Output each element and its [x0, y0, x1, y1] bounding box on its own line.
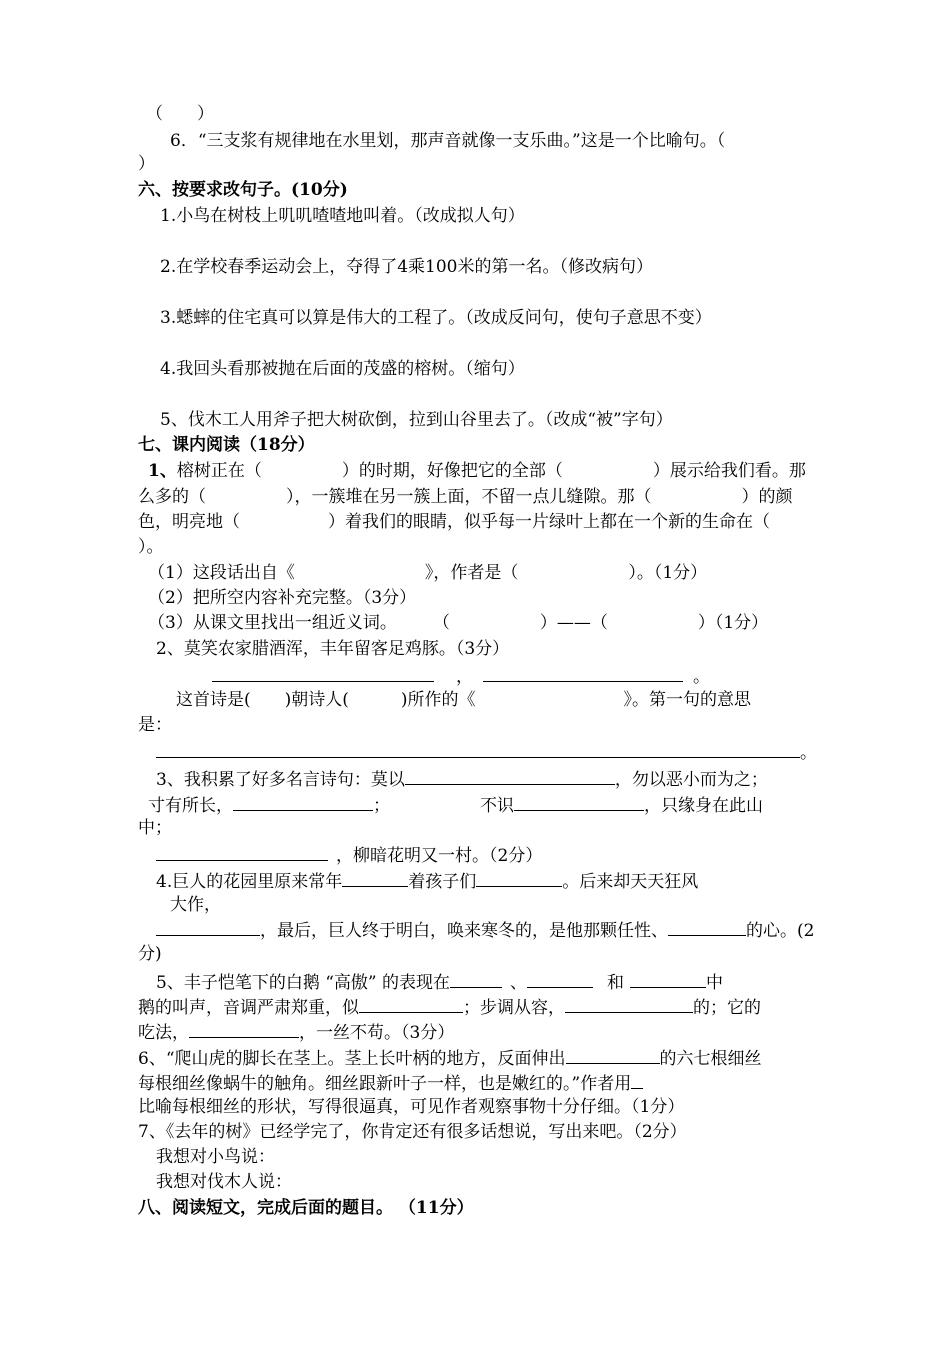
sub-question-3	[148, 612, 768, 634]
passage-num: 1、	[148, 461, 177, 481]
answer-blank[interactable]	[565, 995, 693, 1013]
answer-blank[interactable]	[514, 793, 644, 811]
q6-line-1	[138, 1046, 762, 1070]
q3-line-2	[148, 793, 763, 817]
sec6-item-1: 1.小鸟在树枝上叽叽喳喳地叫着。（改成拟人句）	[160, 206, 525, 226]
q6-close: ）	[138, 154, 155, 174]
q5-line-1	[156, 970, 723, 994]
q6-line-3: 比喻每根细丝的形状，写得很逼真，可见作者观察事物十分仔细。（1分）	[138, 1097, 685, 1117]
q6-text: 6．“三支浆有规律地在水里划，那声音就像一支乐曲。”这是一个比喻句。（	[170, 131, 726, 151]
q5-line-2	[138, 995, 761, 1019]
q3-text: 不识	[480, 796, 514, 816]
punct: ，	[456, 667, 473, 687]
passage-text: ）的颜	[741, 487, 793, 507]
q4-text: 4.巨人的花园里原来常年	[156, 872, 343, 892]
passage-text: ），一簇堆在另一簇上面，不留一点儿缝隙。那（	[286, 487, 652, 507]
answer-blank[interactable]	[476, 869, 562, 887]
section-7-title: 七、课内阅读（18分）	[138, 435, 315, 455]
q2-text: 》。第一句的意思	[623, 690, 752, 710]
passage-text: ）展示给我们看。那	[652, 461, 806, 481]
q5-text: ，一丝不苟。（3分）	[299, 1023, 455, 1043]
q2-poem-line	[176, 689, 751, 711]
q5-text: 吃法，	[138, 1023, 189, 1043]
passage-line-2	[138, 486, 793, 508]
q3-line-3: 中；	[138, 818, 172, 838]
q3-text: 3、我积累了好多名言诗句：莫以	[156, 770, 405, 790]
sec6-item-2: 2.在学校春季运动会上，夺得了4乘100米的第一名。（修改病句）	[160, 257, 653, 277]
q5-text: 鹅的叫声，音调严肃郑重，似	[138, 998, 359, 1018]
q3-line-4	[156, 843, 542, 867]
q3-text: ；	[373, 796, 390, 816]
passage-text: 榕树正在（	[176, 461, 262, 481]
sub-text: ）——（	[539, 613, 608, 633]
sub-text: （1）这段话出自《	[148, 563, 295, 583]
q5-line-3	[138, 1020, 454, 1044]
answer-blank[interactable]	[631, 1071, 643, 1089]
answer-blank[interactable]	[668, 918, 746, 936]
q2-blanks	[212, 664, 710, 688]
q2-text: 这首诗是(	[176, 690, 251, 710]
answer-blank[interactable]	[359, 995, 463, 1013]
sub-question-2: （2）把所空内容补充完整。（3分）	[148, 588, 417, 608]
q3-text: 寸有所长，	[148, 796, 233, 816]
q2-text: )所作的《	[400, 690, 476, 710]
answer-blank[interactable]	[233, 793, 373, 811]
q2-text: )朝诗人(	[284, 690, 349, 710]
q4-text: 。后来却天天狂风	[562, 872, 699, 892]
sec6-item-3: 3.蟋蟀的住宅真可以算是伟大的工程了。（改成反问句，使句子意思不变）	[160, 308, 712, 328]
answer-blank[interactable]	[156, 843, 328, 861]
sub-question-1	[148, 562, 707, 584]
q7-bird: 我想对小鸟说：	[156, 1147, 275, 1167]
answer-blank[interactable]	[212, 664, 434, 682]
q2-is: 是：	[138, 715, 172, 735]
sec6-item-5: 5、伐木工人用斧子把大树砍倒，拉到山谷里去了。（改成“被”字句）	[160, 410, 673, 430]
q4-line-1	[156, 869, 698, 893]
q5-text: 中	[706, 973, 724, 993]
section-6-title: 六、按要求改句子。(10分)	[138, 180, 348, 200]
answer-blank[interactable]	[566, 1046, 660, 1064]
q5-text: 、	[510, 973, 528, 993]
passage-text: ）的时期，好像把它的全部（	[341, 461, 563, 481]
q3-line-1	[156, 767, 768, 791]
section-8-title: 八、阅读短文，完成后面的题目。 （11分）	[138, 1198, 474, 1218]
q4-text: ，最后，巨人终于明白，唤来寒冬的，是他那颗任性、	[260, 921, 668, 941]
punct: 。	[800, 743, 817, 763]
q2-heading: 2、莫笑农家腊酒浑，丰年留客足鸡豚。（3分）	[156, 639, 510, 659]
q7-line: 7、《去年的树》已经学完了，你肯定还有很多话想说，写出来吧。（2分）	[138, 1122, 687, 1142]
answer-blank[interactable]	[483, 664, 683, 682]
sub-text: ）（1分）	[697, 613, 769, 633]
answer-blank[interactable]	[527, 970, 593, 988]
sub-text: ）。（1分）	[628, 563, 708, 583]
q3-text: ，勿以恶小而为之；	[614, 770, 768, 790]
q3-text: ，柳暗花明又一村。（2分）	[336, 846, 543, 866]
q5-text: 和	[607, 973, 625, 993]
passage-line-1	[148, 460, 806, 482]
answer-blank[interactable]	[405, 767, 615, 785]
q4-line-3	[156, 918, 814, 942]
q5-text: 5、丰子恺笔下的白鹅 “高傲” 的表现在	[156, 973, 451, 993]
sub-text: 》，作者是（	[424, 563, 519, 583]
answer-blank[interactable]	[156, 918, 260, 936]
q5-text: ；步调从容，	[463, 998, 565, 1018]
q4-text: 着孩子们	[408, 872, 477, 892]
q6-text: 的六七根细丝	[659, 1049, 762, 1069]
answer-blank[interactable]	[450, 970, 502, 988]
q4-text: 的心。(2	[746, 921, 815, 941]
passage-line-3	[138, 511, 770, 533]
sub-text: （	[432, 613, 450, 633]
q6-text: 每根细丝像蜗牛的触角。细丝跟新叶子一样，也是嫩红的。”作者用	[138, 1074, 632, 1094]
q4-line-4: 分)	[138, 944, 162, 964]
q3-text: ，只缘身在此山	[644, 796, 763, 816]
q5-text: 的；它的	[693, 998, 761, 1018]
answer-paren: （ ）	[146, 104, 214, 124]
passage-text: 色，明亮地（	[138, 512, 240, 532]
passage-text: ）着我们的眼睛，似乎每一片绿叶上都在一个新的生命在（	[328, 512, 770, 532]
answer-blank[interactable]	[156, 740, 800, 758]
q2-meaning-line	[156, 740, 817, 764]
punct: 。	[693, 667, 710, 687]
q6-text: 6、“爬山虎的脚长在茎上。茎上长叶柄的地方，反面伸出	[138, 1049, 566, 1069]
answer-blank[interactable]	[630, 970, 706, 988]
answer-blank[interactable]	[342, 869, 408, 887]
sub-text: （3）从课文里找出一组近义词。	[148, 613, 397, 633]
passage-line-4: ）。	[138, 537, 164, 557]
passage-text: 么多的（	[138, 487, 206, 507]
q6-line-2	[138, 1071, 643, 1095]
sec6-item-4: 4.我回头看那被抛在后面的茂盛的榕树。（缩句）	[160, 359, 525, 379]
q7-woodman: 我想对伐木人说：	[156, 1172, 292, 1192]
answer-blank[interactable]	[189, 1020, 299, 1038]
q4-line-2: 大作，	[170, 895, 221, 915]
